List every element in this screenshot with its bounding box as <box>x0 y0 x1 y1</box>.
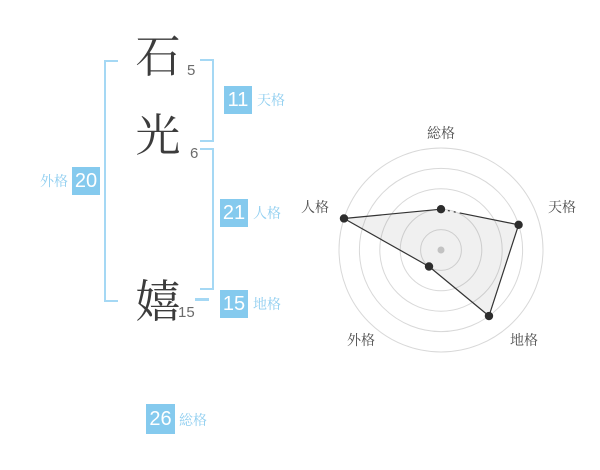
radar-axis-label: 外格 <box>347 332 375 348</box>
tenkaku-bracket <box>200 59 214 142</box>
jinkaku-label: 人格 <box>253 205 281 221</box>
gaikaku-bracket <box>104 60 118 302</box>
chikaku-value-badge: 15 <box>220 290 248 318</box>
radar-axis-label: 人格 <box>301 199 329 215</box>
chikaku-label: 地格 <box>253 296 281 312</box>
name-character-1: 石 <box>135 31 181 82</box>
stroke-count-3: 15 <box>178 304 195 321</box>
stroke-count-2: 6 <box>190 145 199 162</box>
gaikaku-value-badge: 20 <box>72 167 100 195</box>
name-character-2: 光 <box>135 110 181 161</box>
chikaku-tick <box>195 298 209 301</box>
kaku-radar-chart <box>291 100 591 370</box>
jinkaku-bracket <box>200 148 214 290</box>
jinkaku-value-badge: 21 <box>220 199 248 227</box>
soukaku-label: 総格 <box>179 412 207 428</box>
radar-axis-label: 天格 <box>548 199 576 215</box>
radar-axis-label: 地格 <box>510 332 538 348</box>
stroke-count-1: 5 <box>187 62 196 79</box>
name-character-3: 嬉 <box>135 276 181 327</box>
tenkaku-label: 天格 <box>257 92 285 108</box>
gaikaku-label: 外格 <box>40 173 68 189</box>
tenkaku-value-badge: 11 <box>224 86 252 114</box>
radar-axis-label: 総格 <box>427 125 455 141</box>
soukaku-value-badge: 26 <box>146 404 175 434</box>
